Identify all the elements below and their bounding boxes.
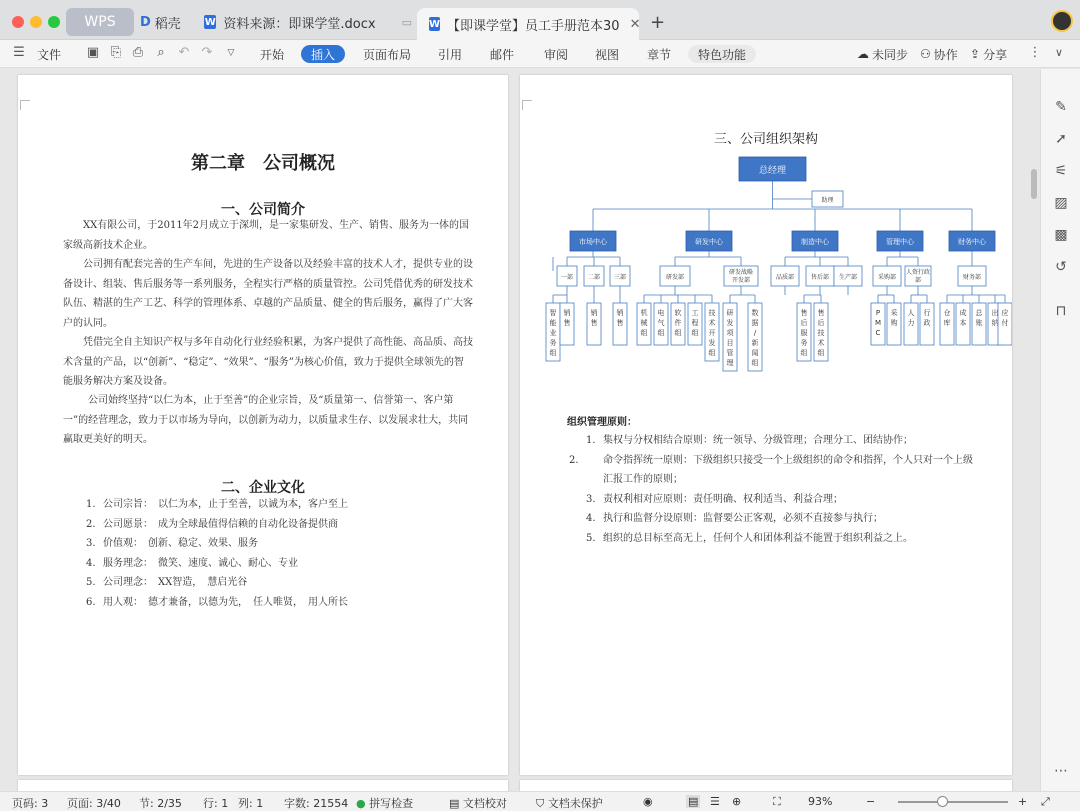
org-node-leaf-label: 账 bbox=[975, 319, 983, 327]
org-node-leaf-label: 总 bbox=[975, 309, 983, 317]
more-dots-icon[interactable]: ⋯ bbox=[1054, 763, 1068, 779]
zoom-slider-handle[interactable] bbox=[937, 796, 948, 807]
org-node-center-label: 管理中心 bbox=[886, 238, 914, 246]
org-node-leaf-label: 件 bbox=[674, 319, 682, 327]
org-node-leaf-label: 发 bbox=[726, 319, 734, 327]
tab-daoke-label: 稻壳 bbox=[154, 16, 181, 32]
org-node-leaf-label: 理 bbox=[726, 359, 734, 367]
document-page-5[interactable] bbox=[18, 780, 508, 791]
outline-view-icon[interactable]: ☰ bbox=[710, 795, 720, 808]
document-page-3[interactable] bbox=[18, 75, 508, 775]
org-node-leaf-label: M bbox=[874, 319, 882, 327]
list-item: 2. 命令指挥统一原则：下级组织只接受一个上级组织的命令和指挥，个人只对一个上级汇报工作的原则； bbox=[569, 454, 973, 485]
share-button[interactable] bbox=[970, 45, 1007, 63]
eye-icon[interactable]: ◉ bbox=[643, 795, 653, 808]
zoom-level[interactable]: 93% bbox=[808, 795, 833, 808]
org-node-leaf-label: 行 bbox=[923, 309, 931, 317]
monitor-icon: ▭ bbox=[401, 15, 412, 29]
tab-page-layout[interactable]: 页面布局 bbox=[363, 47, 412, 62]
spell-check-label: 拼写检查 bbox=[369, 797, 414, 810]
org-node-leaf-label: 据 bbox=[751, 319, 759, 327]
vertical-scrollbar[interactable] bbox=[1031, 169, 1037, 199]
protect-label: 文档未保护 bbox=[547, 797, 603, 810]
export-icon[interactable]: ⎘ bbox=[110, 45, 122, 60]
cloud-icon: ☁ bbox=[857, 47, 869, 61]
org-node-dept-label: 品质部 bbox=[775, 274, 795, 281]
org-node-leaf-label: 售 bbox=[817, 309, 825, 317]
word-doc-icon: W bbox=[204, 16, 216, 28]
org-node-leaf-label: 业 bbox=[549, 329, 557, 337]
org-node-leaf-label: 技 bbox=[817, 329, 825, 337]
tab-start[interactable]: 开始 bbox=[260, 47, 285, 62]
window-controls bbox=[12, 13, 66, 32]
org-node-leaf-label: 组 bbox=[640, 329, 648, 337]
org-node-leaf-label: 售 bbox=[800, 309, 808, 317]
collaborate-label: 协作 bbox=[933, 47, 958, 62]
org-node-leaf-label: 政 bbox=[923, 319, 931, 327]
org-node-leaf-label: 数 bbox=[751, 309, 759, 317]
org-node-leaf-label: 库 bbox=[943, 319, 951, 327]
org-chart[interactable] bbox=[520, 155, 1012, 375]
org-node-leaf-label: 开 bbox=[708, 329, 716, 337]
org-node-center-label: 研发中心 bbox=[695, 238, 723, 246]
lock-icon[interactable]: ⊓ bbox=[1055, 303, 1067, 319]
word-doc-icon: W bbox=[429, 18, 441, 30]
org-node-dept-label: 生产部 bbox=[838, 274, 858, 281]
org-node-leaf-label: 组 bbox=[708, 349, 716, 357]
zoom-slider[interactable] bbox=[898, 801, 1008, 803]
org-node-leaf-label: 组 bbox=[817, 349, 825, 357]
org-node-dept-label: 售后部 bbox=[810, 274, 830, 281]
org-node-leaf-label: 成 bbox=[959, 309, 967, 317]
fullscreen-icon[interactable]: ⤢ bbox=[1041, 795, 1050, 808]
user-icon: ⚇ bbox=[920, 47, 931, 61]
section-count: 节: 2/35 bbox=[139, 797, 182, 810]
list-item: 5. 组织的总目标至高无上，任何个人和团体利益不能置于组织利益之上。 bbox=[586, 532, 913, 544]
org-node-leaf-label: 后 bbox=[817, 319, 825, 327]
list-item: 2. 公司愿景： 成为全球最值得信赖的自动化设备提供商 bbox=[86, 518, 338, 530]
org-node-leaf-label: 气 bbox=[657, 319, 665, 327]
more-icon[interactable]: ⋮ bbox=[1028, 45, 1042, 60]
pen-icon[interactable]: ✎ bbox=[1055, 99, 1067, 115]
org-node-leaf-label: 软 bbox=[674, 309, 682, 317]
minimize-window-button[interactable] bbox=[30, 16, 42, 28]
share-icon: ⇪ bbox=[970, 47, 981, 61]
preview-icon[interactable]: ⌕ bbox=[157, 45, 165, 60]
chevron-down-icon[interactable]: ▽ bbox=[227, 48, 235, 58]
word-count[interactable]: 字数: 21554 bbox=[284, 797, 349, 810]
zoom-in-icon[interactable]: + bbox=[1018, 795, 1028, 808]
list-item: 1. 公司宗旨： 以仁为本，止于至善，以诚为本，客户至上 bbox=[86, 499, 348, 510]
tab-doc-source-label: 资料来源：即课学堂.docx bbox=[223, 16, 376, 32]
margin-corner bbox=[20, 100, 30, 110]
org-node-leaf-label: 销 bbox=[563, 309, 571, 317]
org-node-leaf-label: 研 bbox=[726, 309, 734, 317]
list-item: 1. 集权与分权相结合原则：统一领导、分级管理；合理分工、团结协作； bbox=[586, 435, 913, 446]
maximize-window-button[interactable] bbox=[48, 16, 60, 28]
org-node-leaf-label: 电 bbox=[657, 309, 665, 317]
org-node-leaf-label: 组 bbox=[674, 329, 682, 337]
menu-icon[interactable]: ☰ bbox=[13, 45, 25, 60]
unsync-label: 未同步 bbox=[872, 47, 909, 62]
undo-icon[interactable]: ↶ bbox=[178, 45, 190, 60]
fit-page-icon[interactable]: ⛶ bbox=[773, 795, 781, 808]
org-node-leaf-label: 组 bbox=[751, 359, 759, 367]
org-node-leaf-label: 组 bbox=[691, 329, 699, 337]
tab-special-features[interactable]: 特色功能 bbox=[688, 45, 756, 63]
paragraph: 凭借完全自主知识产权与多年自动化行业经验积累，为客户提供了高性能、高品质、高技术含量的产品，以“创新”、“稳定”、“效果”、“服务”为核心价值，致力于提供全球领先的智能服务解决方案及设备。 bbox=[63, 337, 473, 387]
org-node-leaf-label: 售 bbox=[616, 319, 624, 327]
document-page-4[interactable] bbox=[520, 75, 1012, 775]
document-page-6[interactable] bbox=[520, 780, 1012, 791]
chapter-title: 第二章 公司概况 bbox=[191, 153, 335, 174]
close-window-button[interactable] bbox=[12, 16, 24, 28]
org-node-leaf-label: 机 bbox=[640, 309, 648, 317]
org-node-leaf-label: 仓 bbox=[943, 309, 951, 317]
tab-bar bbox=[0, 0, 1080, 40]
save-icon[interactable]: ▣ bbox=[86, 45, 100, 60]
share-label: 分享 bbox=[983, 47, 1008, 62]
org-node-dept-label: 财务部 bbox=[962, 274, 982, 281]
check-icon: ● bbox=[356, 797, 366, 810]
org-node-leaf-label: 械 bbox=[640, 319, 648, 327]
org-node-leaf-label: 采 bbox=[890, 309, 898, 317]
org-node-leaf-label: 程 bbox=[691, 319, 699, 327]
org-node-center-label: 市场中心 bbox=[579, 238, 607, 246]
proofread-button[interactable] bbox=[449, 795, 507, 811]
org-node-leaf-label: 售 bbox=[590, 319, 598, 327]
paragraph: 公司始终坚持“以仁为本，止于至善”的企业宗旨，及“质量第一、信誉第一、客户第一”的经营理念，致力于以市场为导向，以创新为动力，以质量求生存、以发展求壮大，共同赢取更美好的明天。 bbox=[63, 395, 469, 445]
org-node-dept-label: 开发部 bbox=[731, 277, 751, 284]
org-node-leaf-label: 目 bbox=[726, 339, 734, 347]
tab-employee-handbook[interactable] bbox=[417, 8, 639, 40]
org-node-dept-label: 采购部 bbox=[877, 274, 897, 281]
org-node-leaf-label: 智 bbox=[549, 309, 557, 317]
list-item: 6. 用人观： 德才兼备，以德为先， 任人唯贤， 用人所长 bbox=[86, 596, 348, 608]
history-icon[interactable]: ↺ bbox=[1055, 259, 1067, 275]
org-node-leaf-label: 力 bbox=[907, 319, 915, 327]
list-item: 5. 公司理念： XX智造， 慧启光谷 bbox=[86, 577, 248, 588]
org-node-leaf-label: 付 bbox=[1001, 319, 1009, 327]
page-number: 页码: 3 bbox=[12, 797, 49, 810]
document-icon: ▤ bbox=[449, 797, 460, 810]
org-node-leaf-label: 出 bbox=[991, 309, 999, 317]
org-node-dept-label: 部 bbox=[914, 277, 922, 284]
org-node-leaf-label: 新 bbox=[751, 339, 759, 347]
org-node-leaf-label: 销 bbox=[590, 309, 598, 317]
close-tab-icon[interactable]: ✕ bbox=[629, 16, 641, 32]
file-menu[interactable]: 文件 bbox=[37, 47, 62, 62]
col-indicator: 列: 1 bbox=[238, 797, 264, 810]
tab-review[interactable]: 审阅 bbox=[544, 47, 569, 62]
org-node-leaf-label: 应 bbox=[1001, 309, 1009, 317]
document-workspace[interactable] bbox=[0, 69, 1040, 791]
page-view-icon[interactable]: ▤ bbox=[688, 795, 699, 808]
org-node-leaf-label: 组 bbox=[657, 329, 665, 337]
org-node-center-label: 财务中心 bbox=[958, 238, 986, 246]
avatar[interactable] bbox=[1051, 10, 1073, 32]
org-node-center-label: 制造中心 bbox=[801, 238, 829, 246]
cursor-icon[interactable]: ➚ bbox=[1055, 131, 1067, 147]
print-icon[interactable]: ⎙ bbox=[132, 45, 144, 60]
tab-chapter[interactable]: 章节 bbox=[647, 47, 672, 62]
org-node-leaf-label: 能 bbox=[549, 319, 557, 327]
org-node-leaf-label: 服 bbox=[800, 329, 808, 337]
tab-insert[interactable]: 插入 bbox=[301, 45, 345, 63]
tab-employee-handbook-label: 【即课学堂】员工手册范本30 bbox=[447, 18, 620, 34]
org-node-leaf-label: 术 bbox=[817, 339, 825, 347]
web-view-icon[interactable]: ⊕ bbox=[732, 795, 742, 808]
org-node-leaf-label: 后 bbox=[800, 319, 808, 327]
org-node-leaf-label: 术 bbox=[708, 319, 716, 327]
collaborate-button[interactable] bbox=[920, 45, 958, 63]
org-node-leaf-label: 纳 bbox=[991, 319, 999, 327]
org-node-dept-label: 研发部 bbox=[665, 274, 685, 281]
zoom-out-icon[interactable]: − bbox=[866, 795, 876, 808]
org-node-assistant-label: 助理 bbox=[821, 197, 834, 204]
org-node-leaf-label: 管 bbox=[726, 349, 734, 357]
section-heading: 一、公司简介 bbox=[221, 202, 305, 218]
org-node-dept-label: 三部 bbox=[613, 274, 627, 281]
org-node-leaf-label: 售 bbox=[563, 319, 571, 327]
section-heading: 二、企业文化 bbox=[221, 480, 305, 496]
org-node-leaf-label: 组 bbox=[549, 349, 557, 357]
paragraph: XX有限公司，于2011年2月成立于深圳，是一家集研发、生产、销售、服务为一体的国家级高新技术企业。 bbox=[63, 220, 470, 251]
list-item: 4. 执行和监督分设原则：监督要公正客观，必须不直接参与执行； bbox=[586, 513, 883, 524]
list-item: 3. 责权利相对应原则：责任明确、权利适当、利益合理； bbox=[586, 493, 843, 505]
margin-corner bbox=[522, 100, 532, 110]
org-node-leaf-label: 组 bbox=[800, 349, 808, 357]
page-count: 页面: 3/40 bbox=[67, 797, 121, 810]
right-sidebar bbox=[1040, 69, 1080, 791]
org-node-leaf-label: 技 bbox=[708, 309, 716, 317]
tab-references[interactable]: 引用 bbox=[438, 47, 463, 62]
tab-wps[interactable]: WPS bbox=[66, 8, 134, 36]
org-node-leaf-label: 销 bbox=[616, 309, 624, 317]
org-node-leaf-label: 务 bbox=[549, 339, 557, 347]
org-node-ceo-label: 总经理 bbox=[758, 166, 787, 176]
org-node-leaf-label: 发 bbox=[708, 339, 716, 347]
chevron-down-icon[interactable]: ∨ bbox=[1054, 46, 1064, 59]
principles-title: 组织管理原则： bbox=[567, 417, 637, 428]
shield-icon: ⛉ bbox=[536, 797, 545, 810]
settings-sliders-icon[interactable]: ⚟ bbox=[1054, 163, 1068, 179]
protect-button[interactable] bbox=[536, 795, 603, 811]
org-node-leaf-label: 本 bbox=[959, 319, 967, 327]
tab-doc-source[interactable] bbox=[190, 8, 412, 36]
proofread-label: 文档校对 bbox=[462, 797, 507, 810]
unsync-button[interactable] bbox=[857, 45, 908, 63]
org-node-dept-label: 人资行政 bbox=[905, 269, 931, 276]
spell-check-button[interactable] bbox=[356, 795, 413, 811]
principles-list bbox=[569, 431, 976, 548]
redo-icon[interactable]: ↷ bbox=[201, 45, 213, 60]
status-bar bbox=[0, 791, 1080, 811]
org-node-dept-label: 二部 bbox=[587, 274, 601, 281]
org-node-leaf-label: 工 bbox=[691, 309, 699, 317]
tab-view[interactable]: 视图 bbox=[595, 47, 620, 62]
org-node-dept-label: 研发战略 bbox=[728, 269, 754, 276]
section-heading: 三、公司组织架构 bbox=[713, 132, 818, 147]
org-node-leaf-label: P bbox=[875, 309, 881, 317]
list-item: 4. 服务理念： 微笑、速度、诚心、耐心、专业 bbox=[86, 557, 298, 569]
org-node-leaf-label: 项 bbox=[726, 329, 734, 337]
org-node-leaf-label: 购 bbox=[890, 319, 898, 327]
culture-list bbox=[86, 495, 348, 612]
org-node-dept-label: 一部 bbox=[560, 274, 574, 281]
tab-mail[interactable]: 邮件 bbox=[490, 47, 515, 62]
image-icon[interactable]: ▨ bbox=[1054, 195, 1068, 211]
org-node-leaf-label: / bbox=[753, 329, 757, 337]
org-node-leaf-label: C bbox=[875, 329, 881, 337]
new-tab-icon[interactable]: + bbox=[650, 11, 666, 33]
daoke-icon: D bbox=[140, 14, 151, 30]
org-node-leaf-label: 人 bbox=[907, 309, 915, 317]
photo-edit-icon[interactable]: ▩ bbox=[1054, 227, 1068, 243]
org-node-leaf-label: 务 bbox=[800, 339, 808, 347]
row-indicator: 行: 1 bbox=[203, 797, 229, 810]
org-node-leaf-label: 闻 bbox=[751, 349, 759, 357]
list-item: 3. 价值观： 创新、稳定、效果、服务 bbox=[86, 538, 258, 549]
tab-daoke[interactable] bbox=[140, 8, 181, 36]
paragraph: 公司拥有配套完善的生产车间，先进的生产设备以及经验丰富的技术人才，提供专业的设备设计、组装、售后服务等一系列服务，全程实行严格的质量管控。公司凭借优秀的研发技术队伍、精湛的生产工艺、科学的管理体系、卓越的产品质量、健全的售后服务，赢得了广大客户的认同。 bbox=[63, 259, 473, 329]
ribbon-toolbar bbox=[0, 40, 1080, 68]
